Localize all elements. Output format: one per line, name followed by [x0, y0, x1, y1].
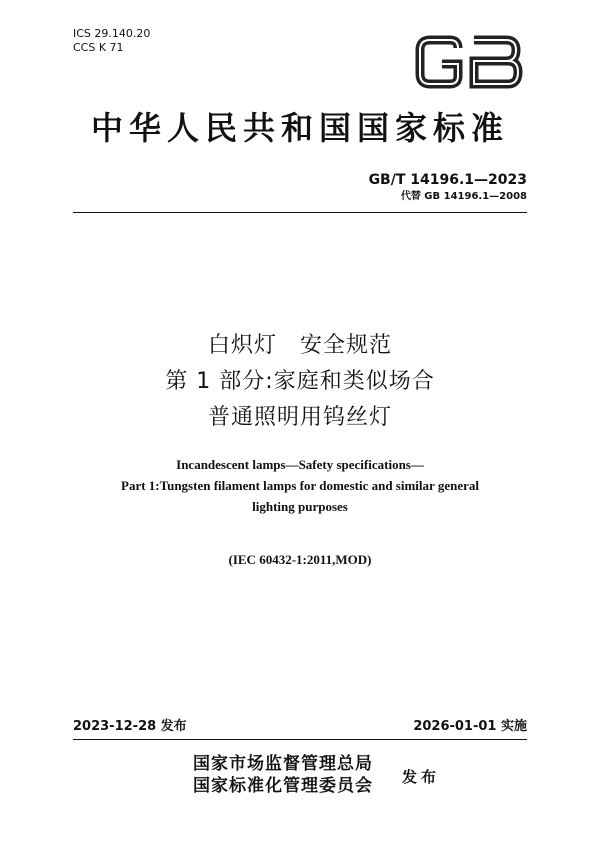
title-cn-line1: 白炽灯 安全规范	[207, 333, 392, 358]
title-en-line2: Part 1:Tungsten filament lamps for domestic and similar general	[121, 478, 479, 493]
title-cn-line3: 普通照明用钨丝灯	[207, 405, 392, 430]
standard-number: GB/T 14196.1—2023	[368, 172, 527, 188]
adoption-reference: (IEC 60432-1:2011,MOD)	[228, 552, 372, 567]
publish-label: 发布	[402, 768, 441, 786]
effective-date: 2026-01-01 实施	[413, 719, 527, 734]
title-en-line1: Incandescent lamps—Safety specifications—	[176, 457, 424, 472]
classification-codes	[73, 27, 150, 55]
issuer-sac: 国家标准化管理委员会	[193, 776, 373, 796]
title-en-line3: lighting purposes	[252, 499, 348, 514]
gb-logo-text: GB	[412, 34, 414, 35]
issuer-samr: 国家市场监督管理总局	[193, 754, 373, 774]
issue-date: 2023-12-28 发布	[73, 719, 187, 734]
ccs-code: CCS K 71	[73, 41, 124, 54]
ics-code: ICS 29.140.20	[73, 27, 151, 40]
bottom-divider	[73, 739, 527, 740]
top-divider	[73, 212, 527, 213]
replaces-standard: 代替 GB 14196.1—2008	[400, 191, 527, 202]
gb-logo	[412, 34, 524, 90]
standard-type-heading: 中华人民共和国国家标准	[90, 109, 509, 147]
title-cn-line2: 第 1 部分:家庭和类似场合	[165, 369, 435, 394]
gb-logo-g	[420, 40, 458, 84]
